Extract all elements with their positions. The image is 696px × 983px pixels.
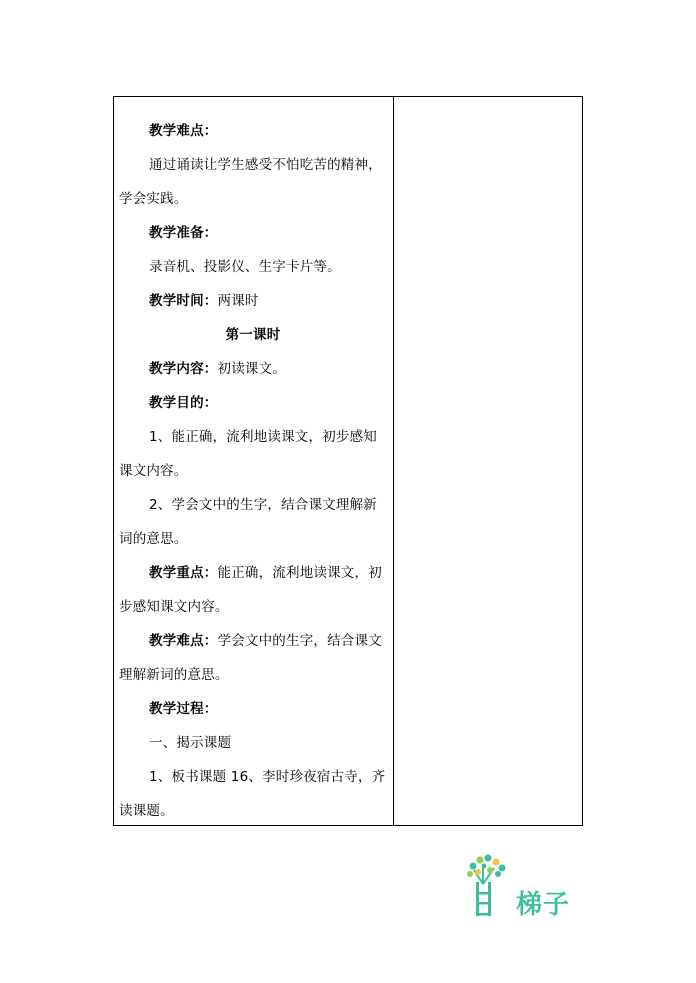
diff2-value-line2: 理解新词的意思。 [119,667,229,683]
goal2-line1: 2、学会文中的生字，结合课文理解新 [149,497,377,513]
time-value: 两课时 [217,293,259,309]
lesson-content-cell [114,97,393,825]
diff2-row [119,624,387,658]
difficulty-heading: 教学难点： [149,123,218,139]
goal2-line2: 词的意思。 [119,531,188,547]
step1-1-line1: 1、板书课题 16、李时珍夜宿古寺，齐 [149,769,386,785]
goal1-line2: 课文内容。 [119,463,188,479]
prep-heading: 教学准备： [149,225,218,241]
prep-text: 录音机、投影仪、生字卡片等。 [149,259,341,275]
content-row [119,352,387,386]
step1: 一、揭示课题 [149,735,232,751]
difficulty-text-line2: 学会实践。 [119,191,188,207]
content-value: 初读课文。 [217,361,286,377]
time-row [119,284,387,318]
key-label: 教学重点： [149,565,218,581]
step1-1-line2: 读课题。 [119,803,174,819]
process-heading: 教学过程： [149,701,218,717]
lesson-title: 第一课时 [225,327,281,343]
time-label: 教学时间： [149,293,218,309]
difficulty-text-line1: 通过诵读让学生感受不怕吃苦的精神， [149,157,382,173]
goal-heading: 教学目的： [149,395,218,411]
content-label: 教学内容： [149,361,218,377]
key-row [119,556,387,590]
diff2-value-line1: 学会文中的生字，结合课文 [217,633,382,649]
key-value-line2: 步感知课文内容。 [119,599,229,615]
diff2-label: 教学难点： [149,633,218,649]
lesson-plan-table [113,96,583,826]
logo [466,852,576,922]
goal1-line1: 1、能正确，流利地读课文，初步感知 [149,429,377,445]
key-value-line1: 能正确，流利地读课文，初 [217,565,382,581]
notes-cell [394,97,582,825]
logo-text: 梯子 [516,890,571,920]
